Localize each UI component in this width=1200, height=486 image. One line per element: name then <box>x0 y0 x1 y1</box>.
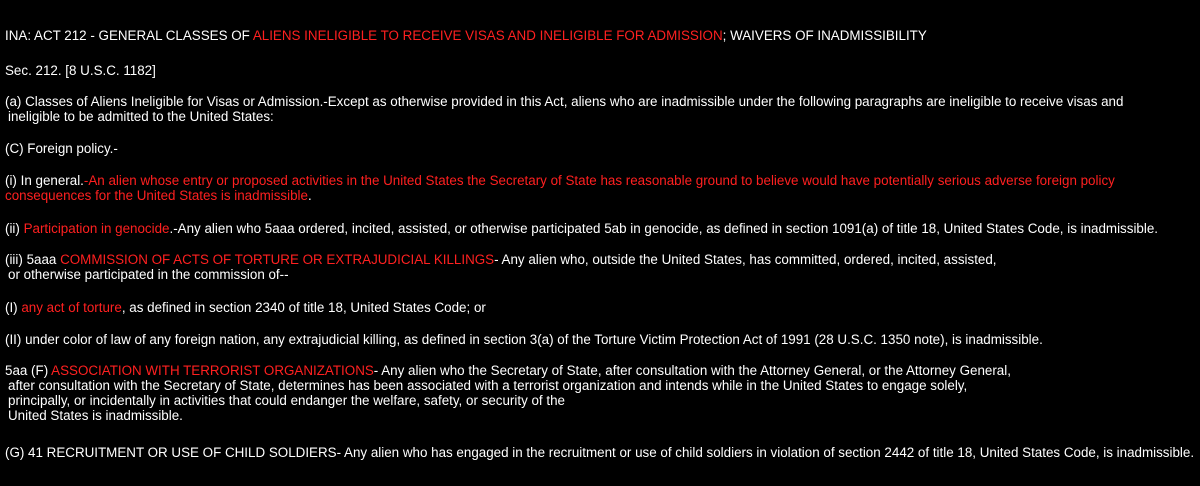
paragraph-g-child-soldiers: (G) 41 RECRUITMENT OR USE OF CHILD SOLDIERS- Any alien who has engaged in the recruitment or use of child soldiers in violation of section 2442 of title 18, United States Code, is inadmissible. <box>5 445 1195 460</box>
paragraph-I-highlight: any act of torture <box>21 300 122 315</box>
paragraph-f-terrorist-organizations <box>5 363 1196 423</box>
paragraph-f-highlight: ASSOCIATION WITH TERRORIST ORGANIZATIONS <box>51 363 374 378</box>
paragraph-I-prefix: (I) <box>5 300 22 315</box>
paragraph-ii-genocide <box>5 221 1196 236</box>
paragraph-iii-highlight: COMMISSION OF ACTS OF TORTURE OR EXTRAJUDICIAL KILLINGS <box>60 252 495 267</box>
paragraph-f-line2: after consultation with the Secretary of State, determines has been associated with a terrorist organization and intends while in the United States to engage solely, <box>8 378 968 393</box>
paragraph-c-foreign-policy: (C) Foreign policy.- <box>5 141 118 156</box>
title-suffix: ; WAIVERS OF INADMISSIBILITY <box>722 28 927 43</box>
paragraph-i-suffix: . <box>307 188 312 203</box>
paragraph-f-prefix: 5aa (F) <box>5 363 52 378</box>
paragraph-f-line4: United States is inadmissible. <box>8 408 183 423</box>
paragraph-a-line2: ineligible to be admitted to the United States: <box>8 109 274 124</box>
paragraph-ii-highlight: Participation in genocide <box>23 221 170 236</box>
paragraph-a-line1: (a) Classes of Aliens Ineligible for Visas or Admission.-Except as otherwise provided in this Act, aliens who are inadmissible under the following paragraphs are ineligible to receive visas and <box>5 94 1124 109</box>
paragraph-iii-line2: or otherwise participated in the commission of-- <box>8 267 289 282</box>
paragraph-i-highlight-line1: -An alien whose entry or proposed activities in the United States the Secretary of State has reasonable ground to believe would have potentially serious adverse foreign policy <box>83 173 1115 188</box>
paragraph-f-suffix: - Any alien who the Secretary of State, after consultation with the Attorney General, or the Attorney General, <box>373 363 1011 378</box>
paragraph-iii-suffix: - Any alien who, outside the United States, has committed, ordered, incited, assisted, <box>494 252 997 267</box>
title-prefix: INA: ACT 212 - GENERAL CLASSES OF <box>5 28 253 43</box>
paragraph-f-line3: principally, or incidentally in activities that could endanger the welfare, safety, or security of the <box>8 393 565 408</box>
document-title <box>5 28 1196 43</box>
paragraph-i-prefix: (i) In general. <box>5 173 84 188</box>
paragraph-II-extrajudicial-killing: (II) under color of law of any foreign nation, any extrajudicial killing, as defined in section 3(a) of the Torture Victim Protection Act of 1991 (28 U.S.C. 1350 note), is inadmissible. <box>5 332 1043 347</box>
paragraph-I-act-of-torture <box>5 300 1196 315</box>
paragraph-iii-torture <box>5 252 1196 282</box>
paragraph-i-highlight-line2: consequences for the United States is inadmissible <box>5 188 308 203</box>
paragraph-ii-prefix: (ii) <box>5 221 24 236</box>
section-reference: Sec. 212. [8 U.S.C. 1182] <box>5 63 156 78</box>
paragraph-iii-prefix: (iii) 5aaa <box>5 252 61 267</box>
paragraph-i-in-general <box>5 173 1196 203</box>
paragraph-ii-suffix: .-Any alien who 5aaa ordered, incited, assisted, or otherwise participated 5ab in genocide, as defined in section 1091(a) of title 18, United States Code, is inadmissible. <box>169 221 1159 236</box>
title-highlight: ALIENS INELIGIBLE TO RECEIVE VISAS AND INELIGIBLE FOR ADMISSION <box>252 28 723 43</box>
paragraph-a <box>5 94 1196 124</box>
paragraph-I-suffix: , as defined in section 2340 of title 18, United States Code; or <box>121 300 486 315</box>
